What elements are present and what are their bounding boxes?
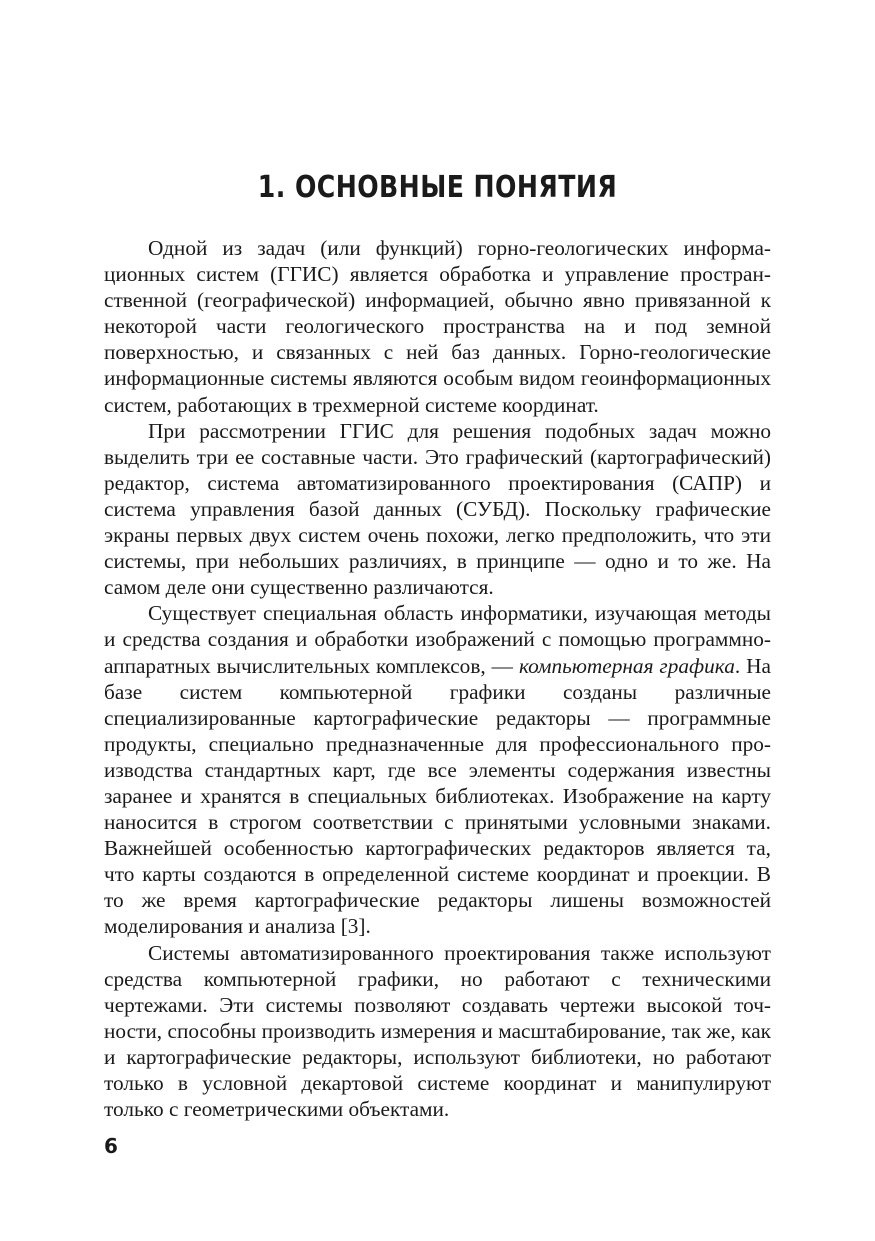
paragraph-2: При рассмотрении ГГИС для решения подобных задач можно выделить три ее составные части. Это графический (картографический) редактор, система автоматизированного проектирования (САПР) и система управления базой данных (СУБД). Поскольку графические экраны первых двух систем очень похожи, легко предположить, что эти системы, при небольших различиях, в принципе — одно и то же. На самом деле они существенно различаются. bbox=[104, 418, 771, 600]
paragraph-3-text-after: . На базе систем компьютерной графики созданы различные специализированные картографические редакторы — программные продукты, специально предназначенные для профессионального производства стандартных карт, где все элементы содержания известны заранее и хранятся в специальных библиотеках. Изображение на карту наносится в строгом соответствии с принятыми условными знаками. Важнейшей особенностью картографических редакторов является та, что карты создаются в определенной системе координат и проекции. В то же время картографические редакторы лишены возможностей моделирования и анализа [3]. bbox=[104, 653, 772, 939]
paragraph-3 bbox=[104, 600, 771, 939]
paragraph-4: Системы автоматизированного проектирования также используют средства компьютерной графики, но работают с техническими чертежами. Эти системы позволяют создавать чертежи высокой точности, способны производить измерения и масштабирование, так же, как и картографические редакторы, используют библиотеки, но работают только в условной декартовой системе координат и манипулируют только с геометрическими объектами. bbox=[104, 940, 771, 1122]
body-text bbox=[104, 235, 771, 1122]
term-computer-graphics: компьютерная графика bbox=[518, 653, 735, 678]
page-number: 6 bbox=[104, 1134, 118, 1158]
chapter-title: 1. ОСНОВНЫЕ ПОНЯТИЯ bbox=[257, 170, 618, 205]
book-page bbox=[104, 0, 771, 1241]
paragraph-3-text-before: Существует специальная область информатики, изучающая методы и средства создания и обработки изображений с помощью программно-аппаратных вычислительных комплексов, — bbox=[104, 601, 771, 678]
paragraph-1: Одной из задач (или функций) горно-геологических информационных систем (ГГИС) является обработка и управление пространственной (географической) информацией, обычно явно привязанной к некоторой части геологического пространства на и под земной поверхностью, и связанных с ней баз данных. Горно-геологические информационные системы являются особым видом геоинформационных систем, работающих в трехмерной системе координат. bbox=[104, 236, 771, 417]
